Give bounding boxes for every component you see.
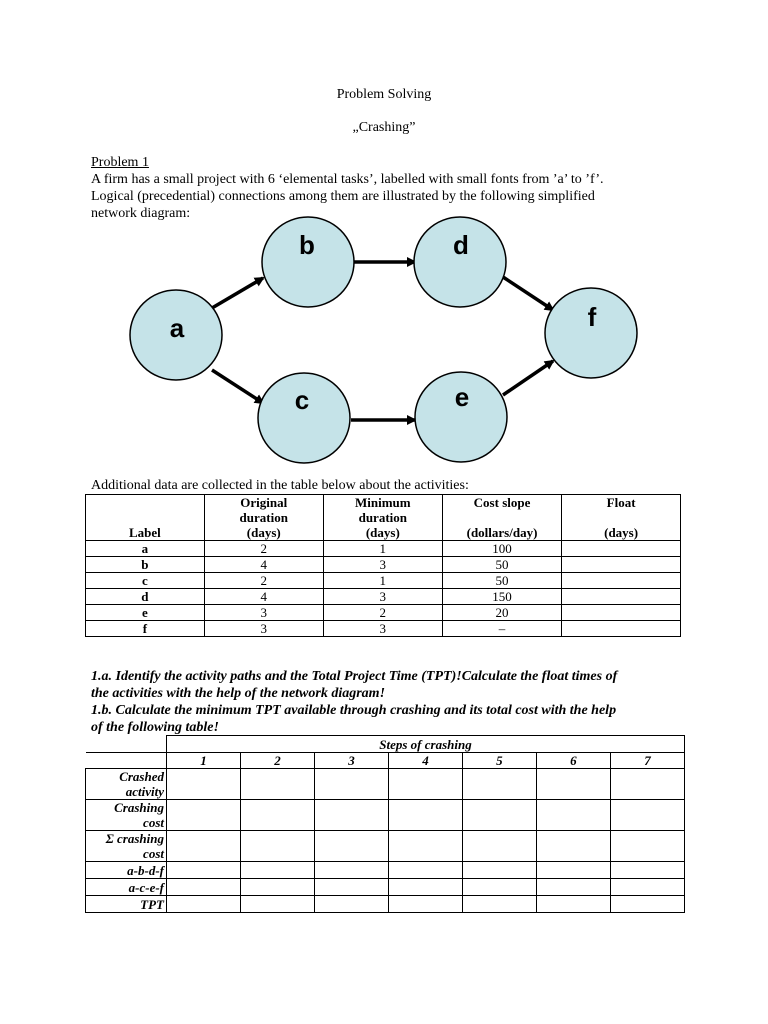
row-float (562, 589, 681, 605)
row-float (562, 621, 681, 637)
row-float (562, 605, 681, 621)
header-float: Float (days) (562, 495, 681, 541)
row-label: c (86, 573, 205, 589)
row-minimum: 3 (323, 557, 442, 573)
activity-table (85, 494, 681, 637)
row-label: Σ crashing cost (86, 831, 167, 862)
row-minimum: 1 (323, 541, 442, 557)
node-b (262, 217, 354, 307)
edge-a-b (212, 278, 263, 308)
node-a (130, 290, 222, 380)
node-f-label: f (587, 302, 597, 332)
row-label: e (86, 605, 205, 621)
row-minimum: 3 (323, 589, 442, 605)
table-row (86, 896, 685, 913)
problem-heading: Problem 1 (91, 155, 149, 170)
row-cost: 20 (442, 605, 561, 621)
row-original: 4 (204, 557, 323, 573)
row-original: 2 (204, 541, 323, 557)
table-intro: Additional data are collected in the table below about the activities: (91, 478, 469, 493)
table-row (86, 541, 681, 557)
header-cost-slope: Cost slope (dollars/day) (442, 495, 561, 541)
step-number: 2 (240, 753, 314, 769)
row-label: f (86, 621, 205, 637)
table-row (86, 769, 685, 800)
page-title: Problem Solving (336, 87, 432, 102)
edge-e-f (503, 361, 553, 395)
question-1a-line-1: 1.a. Identify the activity paths and the Total Project Time (TPT)!Calculate the float times of (91, 669, 618, 684)
row-original: 4 (204, 589, 323, 605)
step-number: 1 (167, 753, 241, 769)
row-label: d (86, 589, 205, 605)
node-e-label: e (454, 382, 470, 412)
table-row (86, 573, 681, 589)
row-label: a (86, 541, 205, 557)
table-row (86, 605, 681, 621)
table-row (86, 557, 681, 573)
row-label: Crashed activity (86, 769, 167, 800)
row-minimum: 2 (323, 605, 442, 621)
header-minimum-duration: Minimum duration (days) (323, 495, 442, 541)
question-1b-line-2: of the following table! (91, 720, 219, 735)
node-d (414, 217, 506, 307)
row-float (562, 573, 681, 589)
row-label: TPT (86, 896, 167, 913)
step-number: 5 (462, 753, 536, 769)
row-label: a-c-e-f (86, 879, 167, 896)
activity-table-header (86, 495, 681, 541)
row-float (562, 557, 681, 573)
header-original-duration: Original duration (days) (204, 495, 323, 541)
row-label: b (86, 557, 205, 573)
row-minimum: 3 (323, 621, 442, 637)
node-d-label: d (453, 230, 469, 260)
table-row (86, 862, 685, 879)
edge-a-c (212, 370, 263, 403)
step-number: 6 (536, 753, 610, 769)
table-row (86, 621, 681, 637)
question-1a-line-2: the activities with the help of the network diagram! (91, 686, 386, 701)
network-diagram (0, 210, 768, 470)
intro-line-2: Logical (precedential) connections among them are illustrated by the following simplified (91, 189, 595, 204)
table-row (86, 589, 681, 605)
header-label: Label (86, 495, 205, 541)
node-c-label: c (294, 385, 310, 415)
node-b-label: b (299, 230, 315, 260)
table-row (86, 800, 685, 831)
step-number: 3 (314, 753, 388, 769)
intro-line-1: A firm has a small project with 6 ‘elemental tasks’, labelled with small fonts from ’a’ to ’f’. (91, 172, 604, 187)
steps-number-row (86, 753, 685, 769)
table-row (86, 831, 685, 862)
intro-line-3: network diagram: (91, 206, 191, 221)
row-cost: 50 (442, 557, 561, 573)
row-label: Crashing cost (86, 800, 167, 831)
node-a-label: a (169, 313, 185, 343)
step-number: 7 (610, 753, 684, 769)
row-cost: 50 (442, 573, 561, 589)
row-original: 3 (204, 605, 323, 621)
steps-title: Steps of crashing (167, 736, 685, 753)
row-cost: 100 (442, 541, 561, 557)
table-row (86, 879, 685, 896)
row-float (562, 541, 681, 557)
node-c (258, 373, 350, 463)
question-1b-line-1: 1.b. Calculate the minimum TPT available through crashing and its total cost with the help (91, 703, 617, 718)
row-label: a-b-d-f (86, 862, 167, 879)
steps-title-row (86, 736, 685, 753)
node-e (415, 372, 507, 462)
row-original: 2 (204, 573, 323, 589)
crashing-steps-table (85, 735, 685, 913)
node-f (545, 288, 637, 378)
edge-d-f (503, 277, 553, 310)
step-number: 4 (388, 753, 462, 769)
row-minimum: 1 (323, 573, 442, 589)
row-cost: 150 (442, 589, 561, 605)
row-cost: – (442, 621, 561, 637)
page-subtitle: „Crashing” (352, 120, 416, 135)
row-original: 3 (204, 621, 323, 637)
